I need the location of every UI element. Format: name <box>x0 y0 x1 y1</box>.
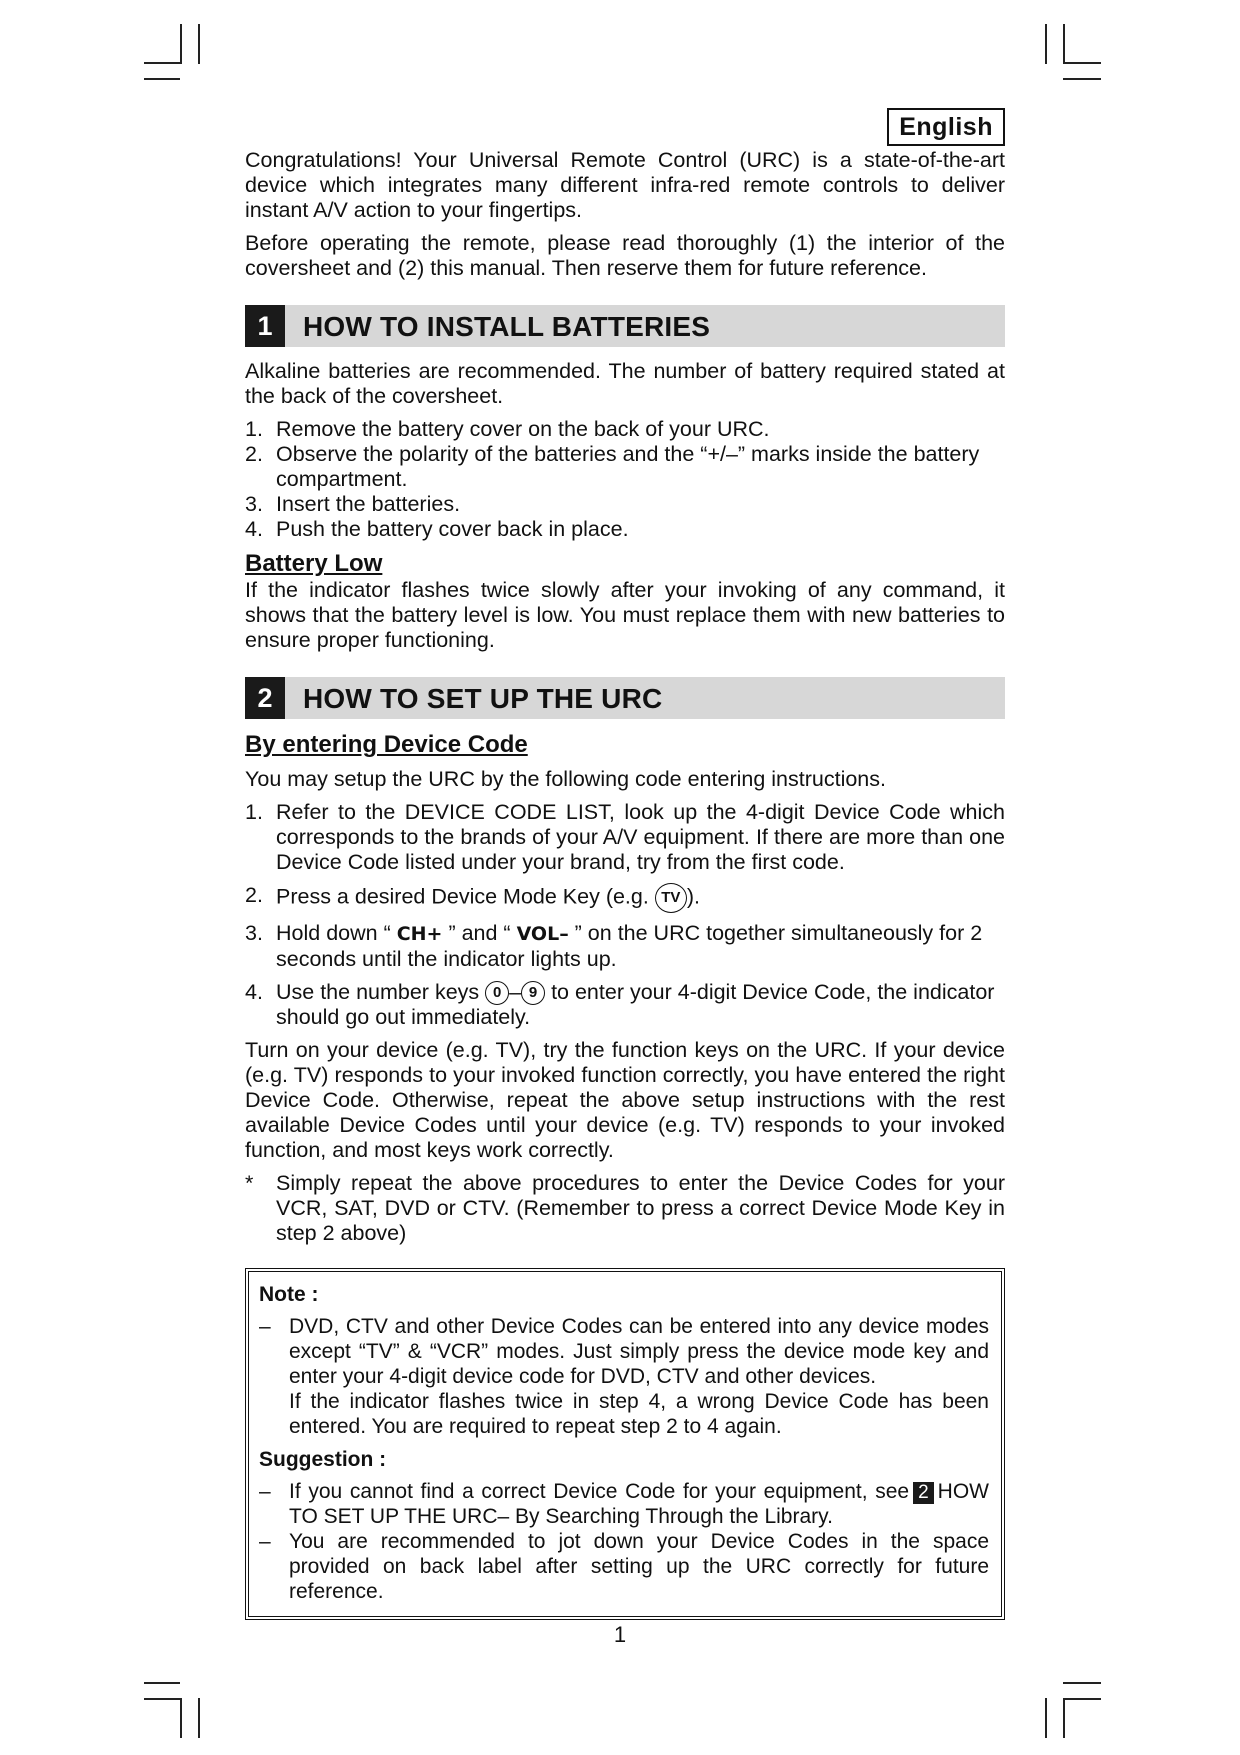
list-item: 2. Observe the polarity of the batteries and the “+/–” marks inside the battery compartment. <box>245 442 980 491</box>
list-item: 3. Hold down “ CH+ ” and “ VOL– ” on the URC together simultaneously for 2 seconds until the indicator lights up. <box>245 921 983 971</box>
manual-page <box>245 104 1005 1620</box>
after-steps-paragraph: Turn on your device (e.g. TV), try the function keys on the URC. If your device (e.g. TV) responds to your invoked function correctly, you have entered the right Device Code. Otherwise, repeat the above setup instructions with the rest available Device Codes until your device (e.g. TV) responds to your invoked function, and most keys work correctly. <box>245 1038 1005 1163</box>
list-item: 4. Use the number keys 0 – 9 to enter your 4-digit Device Code, the indicator should go out immediately. <box>245 980 995 1030</box>
section-1-intro: Alkaline batteries are recommended. The number of battery required stated at the back of the coversheet. <box>245 359 1005 408</box>
section-ref-badge: 2 <box>913 1482 934 1504</box>
list-item: 4. Push the battery cover back in place. <box>245 517 629 541</box>
nine-key-icon: 9 <box>521 981 545 1005</box>
battery-steps-list <box>245 417 1005 542</box>
list-item: – If you cannot find a correct Device Code for your equipment, see 2 HOW TO SET UP THE URC– By Searching Through the Library. <box>259 1480 989 1529</box>
suggestion-list <box>259 1479 989 1604</box>
battery-low-text: If the indicator flashes twice slowly after your invoking of any command, it shows that the battery level is low. You must replace them with new batteries to ensure proper functioning. <box>245 578 1005 652</box>
suggestion-heading: Suggestion : <box>259 1448 387 1472</box>
asterisk-note <box>245 1171 1005 1246</box>
section-2-header <box>245 677 1005 719</box>
section-number: 2 <box>245 677 285 719</box>
list-item: 1. Refer to the DEVICE CODE LIST, look up the 4-digit Device Code which corresponds to the brands of your A/V equipment. If there are more than one Device Code listed under your brand, try from the first code. <box>245 800 1005 874</box>
note-box <box>245 1268 1005 1620</box>
list-item: – You are recommended to jot down your Device Codes in the space provided on back label after setting up the URC correctly for future reference. <box>259 1530 989 1604</box>
intro-paragraph-1: Congratulations! Your Universal Remote Control (URC) is a state-of-the-art device which integrates many different infra-red remote controls to deliver instant A/V action to your fingertips. <box>245 148 1005 222</box>
note-heading: Note : <box>259 1283 319 1307</box>
section-title: HOW TO SET UP THE URC <box>303 682 663 714</box>
intro-paragraph-2: Before operating the remote, please read thoroughly (1) the interior of the coversheet and (2) this manual. Then reserve them for future reference. <box>245 231 1005 280</box>
page-number: 1 <box>613 1622 627 1647</box>
list-item: 1. Remove the battery cover on the back of your URC. <box>245 417 770 441</box>
section-title: HOW TO INSTALL BATTERIES <box>303 310 711 342</box>
list-item: * Simply repeat the above procedures to enter the Device Codes for your VCR, SAT, DVD or CTV. (Remember to press a correct Device Mode Key in step 2 above) <box>245 1171 1005 1246</box>
section-number: 1 <box>245 305 285 347</box>
section-2-intro: You may setup the URC by the following code entering instructions. <box>245 767 886 791</box>
vol-minus-key: VOL– <box>516 923 569 945</box>
list-item: 2. Press a desired Device Mode Key (e.g. TV ). <box>245 883 1005 913</box>
tv-key-icon: TV <box>655 883 687 913</box>
device-code-subheading: By entering Device Code <box>245 731 528 758</box>
section-1-header <box>245 305 1005 347</box>
zero-key-icon: 0 <box>485 981 509 1005</box>
ch-plus-key: CH+ <box>396 923 443 945</box>
list-item: – DVD, CTV and other Device Codes can be entered into any device modes except “TV” & “VCR” modes. Just simply press the device mode key and enter your 4-digit device code for DVD, CTV and other devices. If the indicator flashes twice in step 4, a wrong Device Code has been entered. You are required to repeat step 2 to 4 again. <box>259 1315 989 1439</box>
setup-steps-list <box>245 800 1005 1030</box>
list-item: 3. Insert the batteries. <box>245 492 461 516</box>
battery-low-heading: Battery Low <box>245 550 383 577</box>
language-badge: English <box>887 108 1005 146</box>
note-list <box>259 1314 989 1439</box>
